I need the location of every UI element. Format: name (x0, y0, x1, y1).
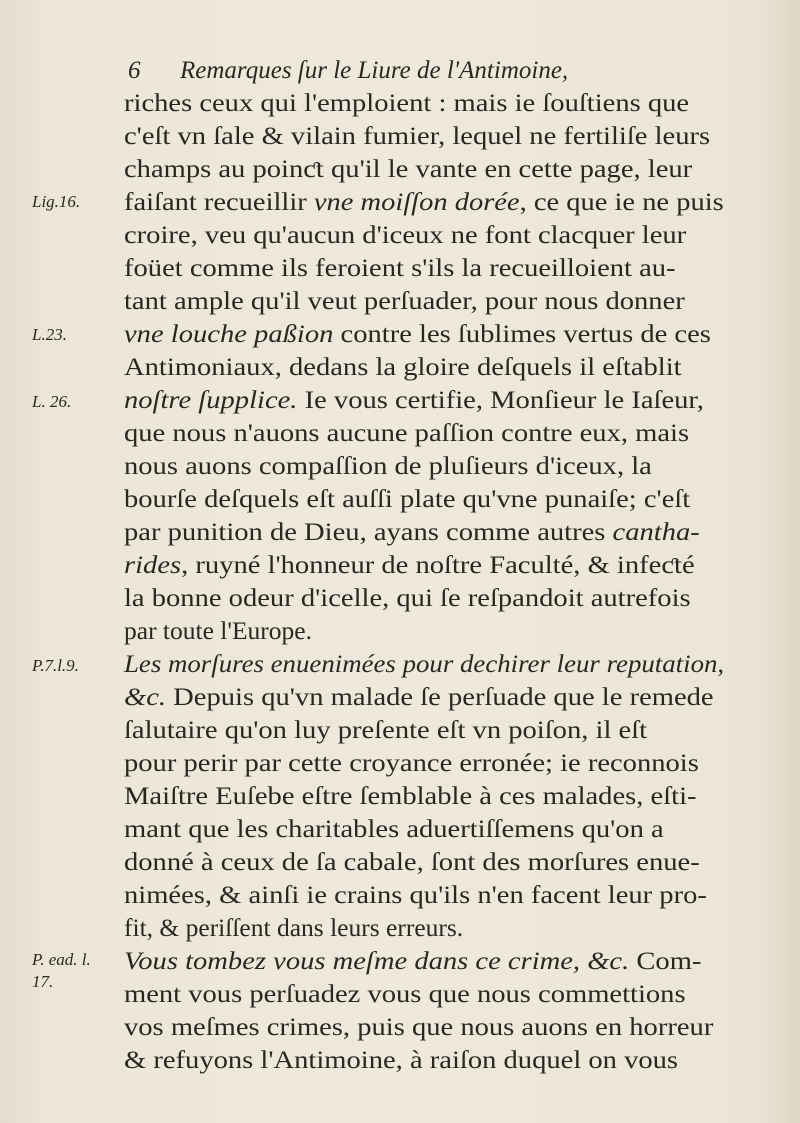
text-line (124, 1043, 678, 1077)
text-line (124, 614, 312, 648)
text-run: & refuyons l'Antimoine, à raiſon duquel on vous (124, 1045, 679, 1074)
text-line (124, 680, 714, 714)
italic-text: rides (124, 550, 182, 579)
text-line (124, 482, 690, 516)
italic-text: &c. (124, 682, 167, 711)
text-run: Ie vous certifie, Monſieur le Iaſeur, (297, 385, 704, 414)
text-run: ſalutaire qu'on luy preſente eſt vn poiſon, il eſt (124, 715, 648, 744)
text-line (124, 746, 699, 780)
italic-text: vne louche paßion (124, 319, 334, 348)
text-line (124, 86, 689, 120)
text-run: , ce que ie ne puis (519, 187, 724, 216)
text-run: Maiſtre Euſebe eſtre ſemblable à ces malades, eſti- (124, 781, 697, 810)
text-line (124, 515, 700, 549)
text-run: vos meſmes crimes, puis que nous auons en horreur (124, 1012, 714, 1041)
running-title: Remarques ſur le Liure de l'Antimoine, (180, 57, 569, 84)
text-run: ment vous perſuadez vous que nous commettions (124, 979, 686, 1008)
margin-note: 17. (32, 972, 54, 991)
text-line (124, 1010, 713, 1044)
text-run: foüet comme ils feroient s'ils la recueilloient au- (124, 253, 676, 282)
text-run: tant ample qu'il veut perſuader, pour nous donner (124, 286, 685, 315)
italic-text: Vous tombez vous meſme dans ce crime, &c. (124, 946, 630, 975)
text-run: croire, veu qu'aucun d'iceux ne font clacquer leur (124, 220, 687, 249)
margin-note: L.23. (32, 325, 67, 344)
running-header (128, 54, 648, 88)
text-run: fit, & periſſent dans leurs erreurs. (124, 913, 464, 942)
text-run: bourſe deſquels eſt auſſi plate qu'vne punaiſe; c'eſt (124, 484, 691, 513)
margin-note: P.7.l.9. (32, 656, 79, 675)
text-line (124, 350, 682, 384)
text-run: Com- (629, 946, 702, 975)
text-run: la bonne odeur d'icelle, qui ſe reſpandoit autrefois (124, 583, 691, 612)
text-line (124, 779, 697, 813)
text-run: faiſant recueillir (124, 187, 314, 216)
text-line (124, 845, 700, 879)
text-line (124, 119, 710, 153)
text-line (124, 977, 686, 1011)
text-line (124, 944, 701, 978)
text-run: c'eſt vn ſale & vilain fumier, lequel ne fertiliſe leurs (124, 121, 711, 150)
text-line (124, 878, 707, 912)
italic-text: vne moiſſon dorée (313, 187, 520, 216)
text-run: mant que les charitables aduertiſſemens qu'on a (124, 814, 664, 843)
text-run: par toute l'Europe. (124, 616, 312, 645)
text-run: contre les ſublimes vertus de ces (333, 319, 711, 348)
italic-text: cantha- (612, 517, 700, 546)
text-run: , ruyné l'honneur de noſtre Faculté, & infeƈté (181, 550, 695, 579)
italic-text: Les morſures enuenimées pour dechirer leur reputation, (124, 649, 725, 678)
text-line (124, 581, 691, 615)
text-run: donné à ceux de ſa cabale, ſont des morſures enue- (124, 847, 700, 876)
text-line (124, 449, 652, 483)
text-line (124, 152, 692, 186)
text-line (124, 251, 676, 285)
text-line (124, 812, 664, 846)
text-run: Depuis qu'vn malade ſe perſuade que le remede (166, 682, 714, 711)
text-run: par punition de Dieu, ayans comme autres (124, 517, 613, 546)
page-number: 6 (128, 57, 141, 84)
text-line (124, 416, 689, 450)
text-run: nimées, & ainſi ie crains qu'ils n'en facent leur pro- (124, 880, 707, 909)
italic-text: noſtre ſupplice. (124, 385, 298, 414)
text-run: nous auons compaſſion de pluſieurs d'iceux, la (124, 451, 652, 480)
text-line (124, 185, 724, 219)
text-line (124, 548, 695, 582)
text-line (124, 647, 724, 681)
margin-note: L. 26. (32, 392, 72, 411)
text-run: Antimoniaux, dedans la gloire deſquels il eſtablit (124, 352, 682, 381)
text-line (124, 713, 647, 747)
margin-note: Lig.16. (32, 192, 81, 211)
text-line (124, 911, 463, 945)
text-run: champs au poinƈt qu'il le vante en cette page, leur (124, 154, 693, 183)
text-line (124, 284, 685, 318)
text-line (124, 317, 711, 351)
text-run: pour perir par cette croyance erronée; ie reconnois (124, 748, 699, 777)
margin-note: P. ead. l. (32, 950, 91, 969)
text-run: que nous n'auons aucune paſſion contre eux, mais (124, 418, 690, 447)
text-run: riches ceux qui l'emploient : mais ie ſouſtiens que (124, 88, 690, 117)
text-line (124, 383, 704, 417)
text-line (124, 218, 686, 252)
